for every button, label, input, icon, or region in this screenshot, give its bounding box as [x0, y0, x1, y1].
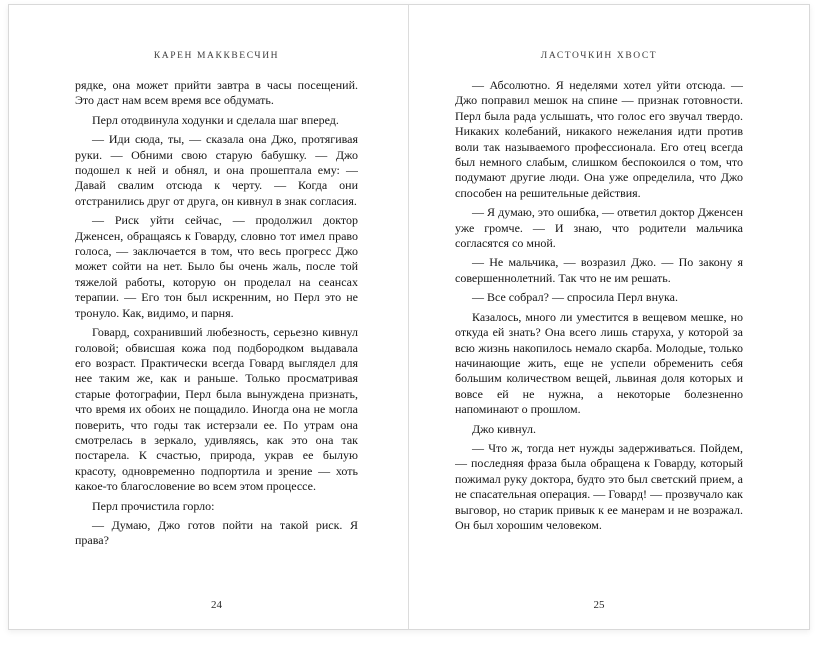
paragraph: — Я думаю, это ошибка, — ответил доктор Дженсен уже громче. — И знаю, что родители мальчика согласятся со мной. [455, 205, 743, 251]
paragraph: Говард, сохранивший любезность, серьезно кивнул головой; обвисшая кожа под подбородком выдавала его возраст. Практически всегда Говард выглядел для нее таким же, как и раньше. Только просматривая старые фотографии, Перл была вынуждена признать, что время их обоих не пощадило. Иногда она не могла поверить, что годы так истерзали ее. По утрам она смотрелась в зеркало, удивляясь, как это она так постарела. К счастью, природа, украв ее былую красоту, одновременно подпортила и зрение — хоть какое-то благословение во всем этом процессе. [75, 325, 358, 494]
page-text-left [75, 78, 358, 599]
paragraph: — Иди сюда, ты, — сказала она Джо, протягивая руки. — Обними свою старую бабушку. — Джо подошел к ней и обнял, и она прошептала ему: — Давай свалим отсюда к черту. — Когда они отстранились друг от друга, он кивнул в знак согласия. [75, 132, 358, 208]
paragraph: Казалось, много ли уместится в вещевом мешке, но откуда ей знать? Она всего лишь старуха, у которой за всю жизнь накопилось немало скарба. Молодые, только начинающие жить, еще не успели обременить себя большим количеством вещей, львиная доля которых и вовсе ей не нужна, а некоторые болезненно напоминают о прошлом. [455, 309, 743, 417]
paragraph: Перл отодвинула ходунки и сделала шаг вперед. [92, 112, 339, 127]
paragraph: — Что ж, тогда нет нужды задерживаться. Пойдем, — последняя фраза была обращена к Говарду, который пожимал руку доктора, будто это был светский прием, а не спасательная операция. — Говард! — прозвучало как выговор, но старик привык к ее манерам и не возражал. Он был хорошим человеком. [455, 440, 743, 532]
running-header-author: КАРЕН МАККВЕСЧИН [153, 51, 280, 61]
page-number-left: 24 [211, 599, 222, 611]
paragraph: — Риск уйти сейчас, — продолжил доктор Дженсен, обращаясь к Говарду, словно тот имел право голоса, — заключается в том, что весь прогресс Джо может сойти на нет. Было бы очень жаль, после той тяжелой работы, которую он проделал на сеансах терапии. — Его тон был искренним, но Перл это не тронуло. Как, видимо, и парня. [75, 213, 358, 320]
page-text-right [455, 78, 743, 599]
paragraph: Перл прочистила горло: [92, 498, 215, 513]
paragraph: — Абсолютно. Я неделями хотел уйти отсюда. — Джо поправил мешок на спине — признак готовности. Перл была рада услышать, что голос его звучал твердо. Никаких колебаний, никакого нежелания идти против воли так называемого профессионала. Его отец всегда был немного слабым, слишком беспокоился о том, что подумают другие люди. Она уже определила, что Джо способен на решительные действия. [455, 78, 743, 200]
page-right [409, 5, 809, 629]
paragraph: — Думаю, Джо готов пойти на такой риск. Я права? [75, 517, 358, 548]
page-left [9, 5, 409, 629]
paragraph: — Не мальчика, — возразил Джо. — По закону я совершеннолетний. Так что не им решать. [455, 255, 743, 285]
paragraph: Джо кивнул. [472, 421, 536, 436]
paragraph: — Все собрал? — спросила Перл внука. [472, 290, 678, 305]
book-spread [8, 4, 810, 630]
running-header-title: ЛАСТОЧКИН ХВОСТ [540, 51, 658, 61]
page-number-right: 25 [593, 599, 605, 611]
paragraph: рядке, она может прийти завтра в часы посещений. Это даст нам всем время все обдумать. [75, 78, 358, 108]
